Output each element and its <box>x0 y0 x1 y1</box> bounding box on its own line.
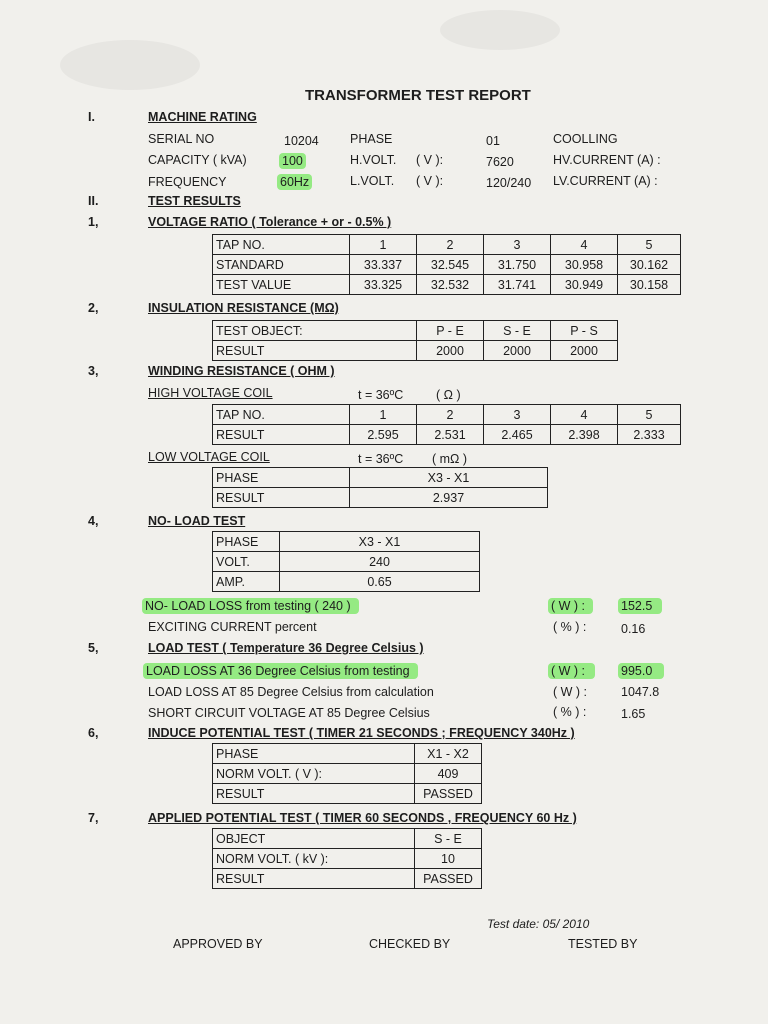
phase-value: 01 <box>486 134 500 148</box>
table-cell: 2.937 <box>350 488 548 508</box>
short-circuit-value: 1.65 <box>621 707 646 721</box>
hvolt-value: 7620 <box>486 155 514 169</box>
hv-temp: t = 36ºC <box>358 388 404 402</box>
load-loss-36-value: 995.0 <box>618 663 664 679</box>
table-cell: 5 <box>618 405 681 425</box>
paper-smudge <box>440 10 560 50</box>
lv-temp: t = 36ºC <box>358 452 404 466</box>
table-cell: 2000 <box>484 341 551 361</box>
hvolt-label: H.VOLT. <box>350 153 397 167</box>
table-row <box>213 488 548 508</box>
frequency-value: 60Hz <box>277 174 312 190</box>
lv-current-label: LV.CURRENT (A) : <box>553 174 658 188</box>
hv-coil-label: HIGH VOLTAGE COIL <box>148 386 273 400</box>
table-cell: RESULT <box>213 488 350 508</box>
table-cell: 3 <box>484 405 551 425</box>
table-cell: 33.337 <box>350 255 417 275</box>
table-cell: RESULT <box>213 869 415 889</box>
test-heading: NO- LOAD TEST <box>148 514 246 528</box>
table-cell: 33.325 <box>350 275 417 295</box>
no-load-loss-value: 152.5 <box>618 598 662 614</box>
table-cell: 3 <box>484 235 551 255</box>
test-heading: APPLIED POTENTIAL TEST ( TIMER 60 SECONDS , FREQUENCY 60 Hz ) <box>148 811 577 825</box>
load-loss-85-label: LOAD LOSS AT 85 Degree Celsius from calculation <box>148 685 434 699</box>
checked-by-label: CHECKED BY <box>369 937 451 951</box>
table-cell: S - E <box>415 829 482 849</box>
tested-by-label: TESTED BY <box>568 937 638 951</box>
table-cell: 32.545 <box>417 255 484 275</box>
load-loss-36-label: LOAD LOSS AT 36 Degree Celsius from testing <box>143 663 418 679</box>
section-heading: TEST RESULTS <box>148 194 241 208</box>
exciting-current-value: 0.16 <box>621 622 646 636</box>
table-cell: X1 - X2 <box>415 744 482 764</box>
test-heading: LOAD TEST ( Temperature 36 Degree Celsius ) <box>148 641 424 655</box>
hvolt-unit: ( V ): <box>416 153 444 167</box>
table-cell: P - S <box>551 321 618 341</box>
table-row <box>213 235 681 255</box>
serial-value: 10204 <box>284 134 319 148</box>
table-cell: P - E <box>417 321 484 341</box>
table-row <box>213 764 482 784</box>
phase-label: PHASE <box>350 132 393 146</box>
table-cell: 2000 <box>551 341 618 361</box>
short-circuit-label: SHORT CIRCUIT VOLTAGE AT 85 Degree Celsius <box>148 706 430 720</box>
table-cell: 2.465 <box>484 425 551 445</box>
test-number: 6, <box>88 726 99 740</box>
table-row <box>213 405 681 425</box>
insulation-table <box>212 320 618 361</box>
test-number: 5, <box>88 641 99 655</box>
table-cell: S - E <box>484 321 551 341</box>
table-cell: RESULT <box>213 784 415 804</box>
table-cell: 4 <box>551 405 618 425</box>
table-cell: 31.741 <box>484 275 551 295</box>
table-row <box>213 869 482 889</box>
test-date: Test date: 05/ 2010 <box>487 917 590 931</box>
load-loss-36-unit: ( W ) : <box>548 663 595 679</box>
table-cell: X3 - X1 <box>280 532 480 552</box>
cooling-label: COOLLING <box>553 132 618 146</box>
table-cell: 2.333 <box>618 425 681 445</box>
table-cell: AMP. <box>213 572 280 592</box>
table-row <box>213 552 480 572</box>
table-cell: OBJECT <box>213 829 415 849</box>
test-heading: INDUCE POTENTIAL TEST ( TIMER 21 SECONDS ; FREQUENCY 340Hz ) <box>148 726 575 740</box>
section-heading: MACHINE RATING <box>148 110 257 124</box>
table-cell: PASSED <box>415 869 482 889</box>
table-cell: STANDARD <box>213 255 350 275</box>
test-heading: VOLTAGE RATIO ( Tolerance + or - 0.5% ) <box>148 215 392 229</box>
table-cell: 31.750 <box>484 255 551 275</box>
table-cell: TAP NO. <box>213 235 350 255</box>
table-cell: 2.595 <box>350 425 417 445</box>
table-cell: 2 <box>417 235 484 255</box>
table-cell: 32.532 <box>417 275 484 295</box>
table-cell: 409 <box>415 764 482 784</box>
load-loss-85-value: 1047.8 <box>621 685 660 699</box>
capacity-value: 100 <box>279 153 306 169</box>
table-cell: NORM VOLT. ( kV ): <box>213 849 415 869</box>
table-cell: 2000 <box>417 341 484 361</box>
load-loss-85-unit: ( W ) : <box>553 685 588 699</box>
table-row <box>213 849 482 869</box>
table-cell: 30.949 <box>551 275 618 295</box>
hv-winding-table <box>212 404 681 445</box>
test-number: 4, <box>88 514 99 528</box>
exciting-current-label: EXCITING CURRENT percent <box>148 620 317 634</box>
table-row <box>213 829 482 849</box>
frequency-label: FREQUENCY <box>148 175 227 189</box>
table-cell: VOLT. <box>213 552 280 572</box>
table-cell: 2.398 <box>551 425 618 445</box>
table-row <box>213 425 681 445</box>
table-row <box>213 275 681 295</box>
table-cell: TEST VALUE <box>213 275 350 295</box>
serial-label: SERIAL NO <box>148 132 215 146</box>
table-cell: 2 <box>417 405 484 425</box>
short-circuit-unit: ( % ) : <box>553 705 587 719</box>
table-cell: 30.158 <box>618 275 681 295</box>
table-cell: X3 - X1 <box>350 468 548 488</box>
table-cell: 30.958 <box>551 255 618 275</box>
table-cell: RESULT <box>213 425 350 445</box>
lv-winding-table <box>212 467 548 508</box>
table-row <box>213 784 482 804</box>
table-cell: 1 <box>350 235 417 255</box>
table-row <box>213 572 480 592</box>
test-number: 1, <box>88 215 99 229</box>
paper-smudge <box>60 40 200 90</box>
applied-table <box>212 828 482 889</box>
lvolt-value: 120/240 <box>486 176 532 190</box>
test-heading: WINDING RESISTANCE ( OHM ) <box>148 364 335 378</box>
table-row <box>213 255 681 275</box>
hv-current-label: HV.CURRENT (A) : <box>553 153 661 167</box>
test-number: 2, <box>88 301 99 315</box>
table-cell: 0.65 <box>280 572 480 592</box>
lvolt-unit: ( V ): <box>416 174 444 188</box>
section-number: II. <box>88 194 99 208</box>
table-cell: NORM VOLT. ( V ): <box>213 764 415 784</box>
table-cell: RESULT <box>213 341 417 361</box>
table-row <box>213 321 618 341</box>
table-row <box>213 744 482 764</box>
no-load-loss-unit: ( W ) : <box>548 598 593 614</box>
no-load-table <box>212 531 480 592</box>
table-cell: 2.531 <box>417 425 484 445</box>
table-cell: 5 <box>618 235 681 255</box>
no-load-loss-label: NO- LOAD LOSS from testing ( 240 ) <box>142 598 359 614</box>
table-cell: PHASE <box>213 468 350 488</box>
exciting-current-unit: ( % ) : <box>553 620 587 634</box>
approved-by-label: APPROVED BY <box>173 937 263 951</box>
voltage-ratio-table <box>212 234 681 295</box>
table-cell: PHASE <box>213 532 280 552</box>
table-cell: 240 <box>280 552 480 572</box>
test-heading: INSULATION RESISTANCE (MΩ) <box>148 301 339 315</box>
test-number: 3, <box>88 364 99 378</box>
table-cell: 30.162 <box>618 255 681 275</box>
table-cell: 1 <box>350 405 417 425</box>
table-row <box>213 532 480 552</box>
section-number: I. <box>88 110 95 124</box>
table-cell: PHASE <box>213 744 415 764</box>
table-cell: 4 <box>551 235 618 255</box>
hv-unit: ( Ω ) <box>436 388 461 402</box>
table-row <box>213 341 618 361</box>
table-cell: TAP NO. <box>213 405 350 425</box>
test-number: 7, <box>88 811 99 825</box>
lvolt-label: L.VOLT. <box>350 174 395 188</box>
lv-coil-label: LOW VOLTAGE COIL <box>148 450 270 464</box>
lv-unit: ( mΩ ) <box>432 452 468 466</box>
table-row <box>213 468 548 488</box>
table-cell: PASSED <box>415 784 482 804</box>
induce-table <box>212 743 482 804</box>
capacity-label: CAPACITY ( kVA) <box>148 153 247 167</box>
report-title: TRANSFORMER TEST REPORT <box>305 87 531 104</box>
table-cell: 10 <box>415 849 482 869</box>
table-cell: TEST OBJECT: <box>213 321 417 341</box>
